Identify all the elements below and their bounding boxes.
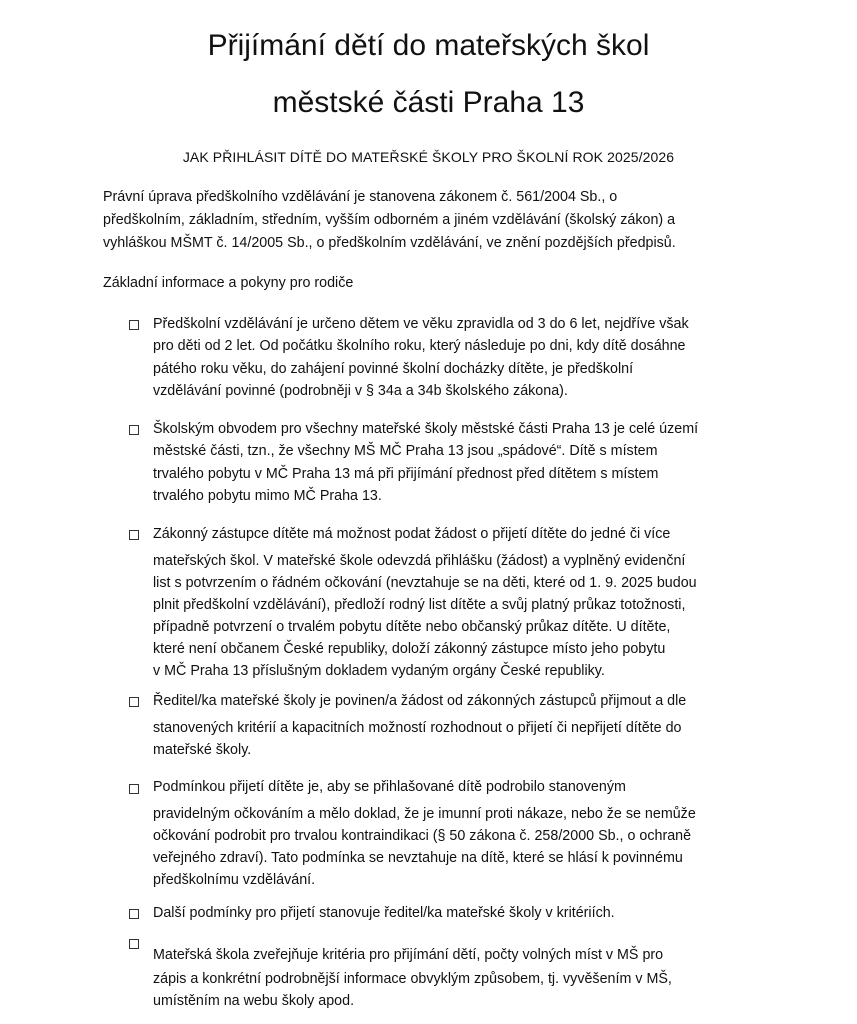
bullet-line: Další podmínky pro přijetí stanovuje ředitel/ka mateřské školy v kritériích. bbox=[153, 905, 615, 921]
page-title-line-1: Přijímání dětí do mateřských škol bbox=[207, 29, 650, 62]
bullet-item bbox=[153, 523, 793, 682]
bullet-line: Zákonný zástupce dítěte má možnost podat žádost o přijetí dítěte do jedné či více bbox=[153, 526, 671, 542]
intro-line: Právní úprava předškolního vzdělávání je stanovena zákonem č. 561/2004 Sb., o bbox=[103, 189, 618, 205]
bullet-line: trvalého pobytu v MČ Praha 13 má při přijímání přednost před dítětem s místem bbox=[153, 465, 659, 482]
bullet-line: pravidelným očkováním a mělo doklad, že je imunní proti nákaze, nebo že se nemůže bbox=[153, 806, 696, 822]
bullet-item bbox=[153, 313, 793, 402]
bullet-line: trvalého pobytu mimo MČ Praha 13. bbox=[153, 487, 382, 504]
bullet-line: Mateřská škola zveřejňuje kritéria pro přijímání dětí, počty volných míst v MŠ pro bbox=[153, 947, 664, 963]
bullet-line: které není občanem České republiky, doloží zákonný zástupce místo jeho pobytu bbox=[153, 641, 666, 657]
page-title-line-2: městské části Praha 13 bbox=[272, 86, 585, 119]
bullet-line: umístěním na webu školy apod. bbox=[153, 993, 355, 1009]
checkbox-bullet-icon bbox=[129, 530, 139, 540]
checkbox-bullet-icon bbox=[129, 697, 139, 707]
bullet-line: list s potvrzením o řádném očkování (nevztahuje se na děti, které od 1. 9. 2025 budou bbox=[153, 575, 697, 591]
bullet-line: veřejného zdraví). Tato podmínka se nevztahuje na dítě, které se hlásí k povinnému bbox=[153, 850, 683, 866]
bullet-line: předškolnímu vzdělávání. bbox=[153, 872, 316, 888]
intro-line: vyhláškou MŠMT č. 14/2005 Sb., o předškolním vzdělávání, ve znění pozdějších předpisů. bbox=[103, 235, 676, 251]
bullet-line: Školským obvodem pro všechny mateřské školy městské části Praha 13 je celé území bbox=[153, 421, 699, 437]
page-subtitle: JAK PŘIHLÁSIT DÍTĚ DO MATEŘSKÉ ŠKOLY PRO ŠKOLNÍ ROK 2025/2026 bbox=[182, 149, 675, 165]
bullet-line: stanovených kritérií a kapacitních možností rozhodnout o přijetí či nepřijetí dítěte do bbox=[153, 720, 682, 736]
bullet-item bbox=[153, 902, 793, 924]
bullet-line: pátého roku věku, do zahájení povinné školní docházky dítěte, je předškolní bbox=[153, 360, 634, 377]
bullet-line: v MČ Praha 13 příslušným dokladem vydaným orgány České republiky. bbox=[153, 663, 605, 679]
bullet-line: mateřské školy. bbox=[153, 742, 252, 758]
section-heading: Základní informace a pokyny pro rodiče bbox=[103, 275, 354, 291]
bullet-item bbox=[153, 944, 793, 1012]
bullet-line: městské části, tzn., že všechny MŠ MČ Praha 13 jsou „spádové“. Dítě s místem bbox=[153, 443, 658, 460]
bullet-line: očkování podrobit pro trvalou kontraindikaci (§ 50 zákona č. 258/2000 Sb., o ochraně bbox=[153, 828, 692, 844]
intro-line: předškolním, základním, středním, vyšším odborném a jiném vzdělávání (školský zákon) a bbox=[103, 212, 676, 228]
checkbox-bullet-icon bbox=[129, 320, 139, 330]
bullet-line: Předškolní vzdělávání je určeno dětem ve věku zpravidla od 3 do 6 let, nejdříve však bbox=[153, 316, 689, 332]
bullet-line: mateřských škol. V mateřské škole odevzdá přihlášku (žádost) a vyplněný evidenční bbox=[153, 553, 686, 569]
checkbox-bullet-icon bbox=[129, 909, 139, 919]
bullet-line: zápis a konkrétní podrobnější informace obvyklým způsobem, tj. vyvěšením v MŠ, bbox=[153, 971, 672, 987]
bullet-item bbox=[153, 776, 793, 891]
bullet-line: plnit předškolní vzdělávání), předloží rodný list dítěte a svůj platný průkaz totožnosti, bbox=[153, 597, 686, 613]
bullet-line: případně potvrzení o trvalém pobytu dítěte nebo občanský průkaz dítěte. U dítěte, bbox=[153, 619, 671, 635]
checkbox-bullet-icon bbox=[129, 425, 139, 435]
bullet-line: pro děti od 2 let. Od počátku školního roku, který následuje po dni, kdy dítě dosáhne bbox=[153, 338, 686, 355]
bullet-item bbox=[153, 690, 793, 761]
bullet-item bbox=[153, 418, 793, 507]
intro-paragraph bbox=[103, 186, 763, 255]
bullet-line: Podmínkou přijetí dítěte je, aby se přihlašované dítě podrobilo stanoveným bbox=[153, 779, 626, 795]
bullet-line: Ředitel/ka mateřské školy je povinen/a žádost od zákonných zástupců přijmout a dle bbox=[153, 693, 687, 709]
bullet-line: vzdělávání povinné (podrobněji v § 34a a 34b školského zákona). bbox=[153, 382, 568, 399]
checkbox-bullet-icon bbox=[129, 939, 139, 949]
checkbox-bullet-icon bbox=[129, 784, 139, 794]
